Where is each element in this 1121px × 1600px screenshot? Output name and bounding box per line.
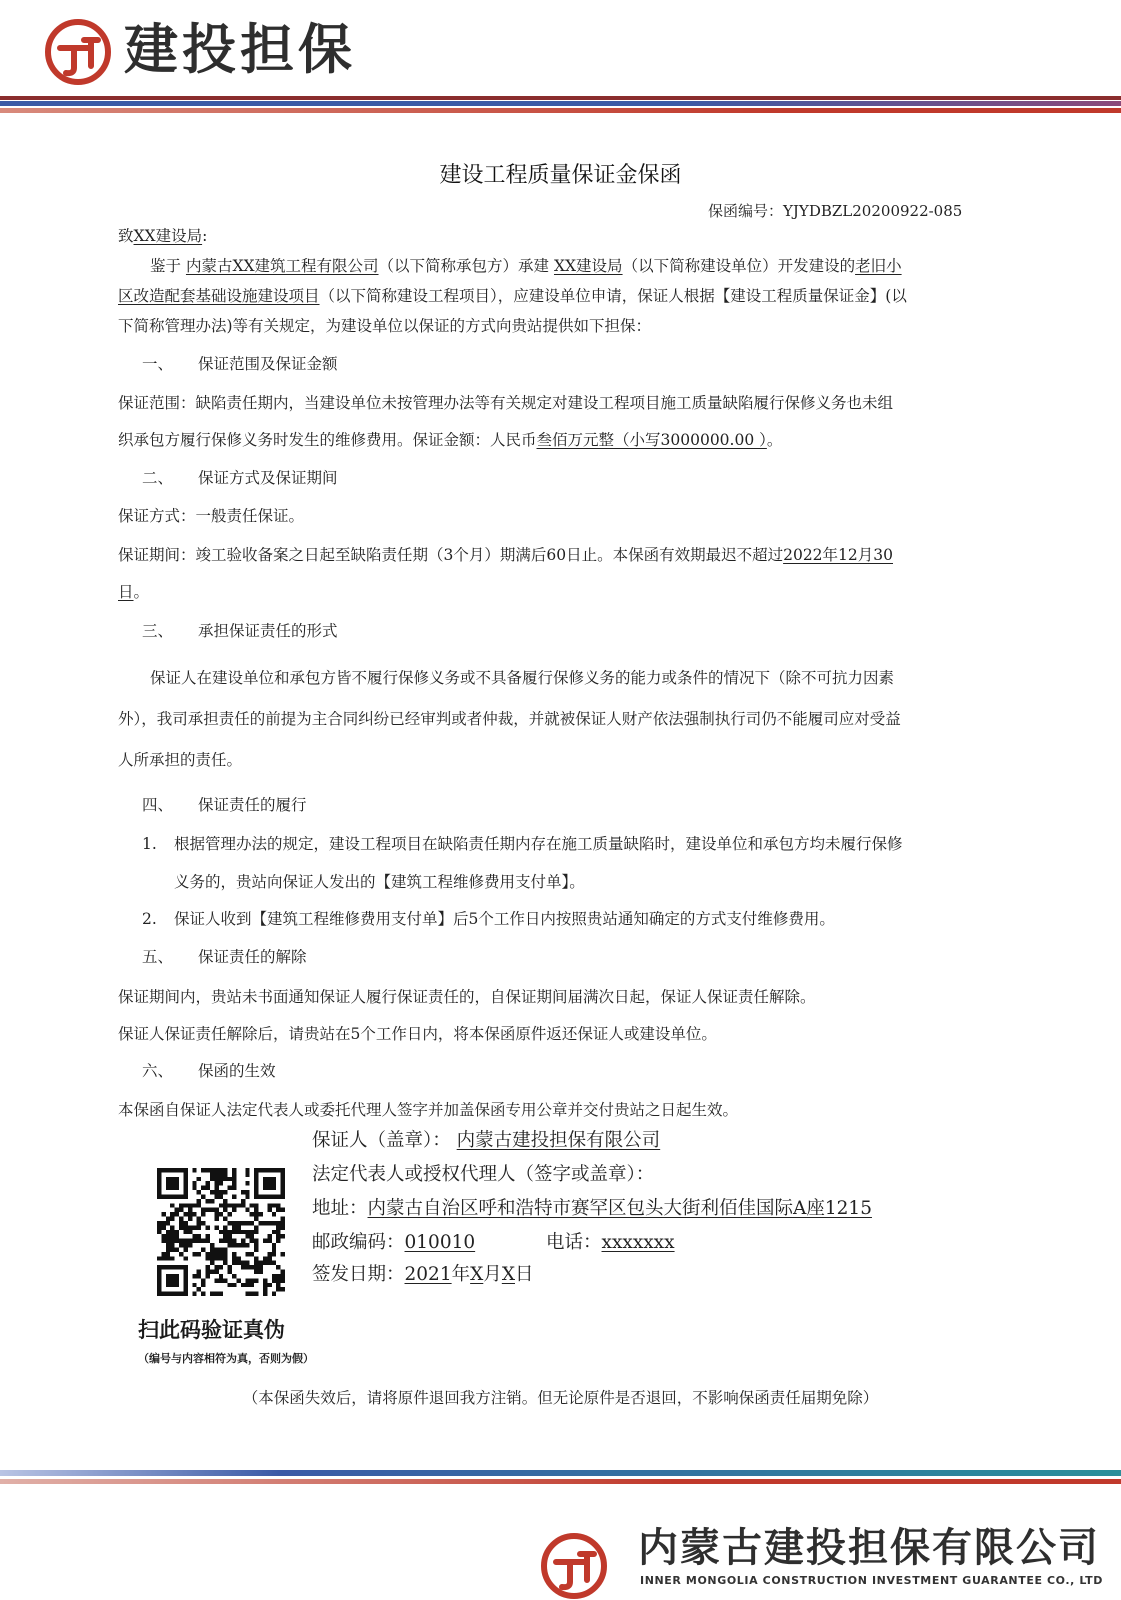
scope-line-2 — [118, 428, 782, 452]
liability-line-3: 人所承担的责任。 — [118, 751, 243, 769]
section-number: 六、 — [142, 1062, 174, 1080]
date-month: X — [470, 1264, 484, 1285]
performance-item-2 — [142, 907, 835, 931]
expiry-date: 2022年12月30 — [783, 546, 893, 564]
footer-stripe-red — [0, 1479, 1121, 1484]
address-value: 内蒙古自治区呼和浩特市赛罕区包头大街利佰佳国际A座1215 — [367, 1198, 872, 1219]
postcode-label: 邮政编码： — [312, 1232, 405, 1253]
address-label: 地址： — [312, 1198, 368, 1219]
section-heading — [142, 793, 307, 815]
guarantee-method: 保证方式：一般责任保证。 — [118, 507, 305, 525]
item-text: 保证人收到【建筑工程维修费用支付单】后5个工作日内按照贵站通知确定的方式支付维修费用。 — [174, 910, 835, 928]
section-title: 保证范围及保证金额 — [198, 355, 338, 373]
guarantee-number — [708, 200, 962, 221]
footer-company-name-en: INNER MONGOLIA CONSTRUCTION INVESTMENT GUARANTEE CO., LTD — [640, 1574, 1103, 1587]
guarantor-line — [312, 1128, 660, 1154]
item-number: 1. — [142, 835, 157, 853]
section-heading — [142, 466, 338, 488]
intro-text: （以下简称建设单位）开发建设的 — [622, 257, 856, 275]
footer-stripe-blue — [0, 1470, 1121, 1476]
section-number: 三、 — [142, 622, 174, 640]
footer-company-name: 内蒙古建投担保有限公司 — [638, 1525, 1100, 1571]
section-number: 二、 — [142, 469, 174, 487]
postcode-value: 010010 — [404, 1232, 476, 1253]
date-unit: 日 — [514, 1264, 534, 1285]
contractor-name: 内蒙古XX建筑工程有限公司 — [185, 257, 379, 275]
guarantee-period-line-2 — [118, 580, 149, 604]
expiry-date: 日 — [118, 583, 134, 601]
guarantee-amount: 叁佰万元整（小写3000000.00 ） — [536, 431, 767, 449]
liability-line-2: 外），我司承担责任的前提为主合同纠纷已经审判或者仲裁，并就被保证人财产依法强制执行司仍不能履司应对受益 — [118, 710, 901, 728]
phone-value: xxxxxxx — [601, 1232, 675, 1253]
qr-caption: 扫此码验证真伪 — [138, 1318, 285, 1342]
address-line — [312, 1196, 872, 1222]
addressee: XX建设局 — [133, 227, 203, 245]
release-line-2: 保证人保证责任解除后，请贵站在5个工作日内，将本保函原件返还保证人或建设单位。 — [118, 1025, 717, 1043]
scope-line-1: 保证范围：缺陷责任期内，当建设单位未按管理办法等有关规定对建设工程项目施工质量缺陷履行保修义务也未组 — [118, 394, 894, 412]
return-original-note: （本保函失效后，请将原件退回我方注销。但无论原件是否退回，不影响保函责任届期免除） — [242, 1389, 879, 1407]
guarantee-period-line-1 — [118, 543, 893, 567]
document-title: 建设工程质量保证金保函 — [439, 163, 682, 188]
section-title: 承担保证责任的形式 — [198, 622, 338, 640]
section-number: 四、 — [142, 796, 174, 814]
date-day: X — [501, 1264, 515, 1285]
section-number: 五、 — [142, 948, 174, 966]
item-number: 2. — [142, 910, 157, 928]
company-logo-icon — [44, 18, 112, 86]
section-heading — [142, 619, 338, 641]
intro-line-2 — [118, 284, 907, 308]
intro-line-3: 下简称管理办法)等有关规定，为建设单位以保证的方式向贵站提供如下担保： — [118, 317, 652, 335]
addressee-prefix: 致 — [118, 227, 134, 245]
period-text: 保证期间：竣工验收备案之日起至缺陷责任期（3个月）期满后60日止。本保函有效期最迟不超过 — [118, 546, 784, 564]
liability-line-1: 保证人在建设单位和承包方皆不履行保修义务或不具备履行保修义务的能力或条件的情况下（除不可抗力因素 — [150, 669, 895, 687]
date-unit: 月 — [483, 1264, 502, 1285]
intro-text: 鉴于 — [150, 257, 182, 275]
postcode-line — [312, 1230, 493, 1256]
section-title: 保函的生效 — [198, 1062, 276, 1080]
phone-label: 电话： — [546, 1232, 602, 1253]
item-text: 根据管理办法的规定，建设工程项目在缺陷责任期内存在施工质量缺陷时，建设单位和承包方均未履行保修 — [174, 835, 903, 853]
date-year: 2021 — [404, 1264, 452, 1285]
guarantor-label: 保证人（盖章）： — [312, 1130, 451, 1151]
scope-text: 。 — [766, 431, 783, 449]
date-unit: 年 — [451, 1264, 471, 1285]
scope-text: 织承包方履行保修义务时发生的维修费用。保证金额：人民币 — [118, 431, 537, 449]
section-number: 一、 — [142, 355, 174, 373]
header-stripe-blue — [0, 101, 1121, 106]
release-line-1: 保证期间内，贵站未书面通知保证人履行保证责任的，自保证期间届满次日起，保证人保证责任解除。 — [118, 988, 816, 1006]
company-logo-icon — [540, 1532, 608, 1600]
intro-text: （以下简称建设工程项目），应建设单位申请，保证人根据【建设工程质量保证金】(以 — [319, 287, 907, 305]
issue-date-line — [312, 1262, 534, 1288]
addressee-suffix: : — [202, 227, 208, 245]
intro-line-1 — [150, 254, 902, 278]
section-heading — [142, 1059, 276, 1081]
owner-name: XX建设局 — [553, 257, 623, 275]
representative-line: 法定代表人或授权代理人（签字或盖章）： — [312, 1164, 655, 1185]
project-name: 区改造配套基础设施建设项目 — [118, 287, 320, 305]
guarantee-number-value: YJYDBZL20200922-085 — [783, 202, 963, 220]
verification-qr-code[interactable] — [157, 1168, 285, 1296]
addressee-line — [118, 224, 207, 248]
period-text: 。 — [133, 583, 150, 601]
section-heading — [142, 945, 307, 967]
project-name: 老旧小 — [855, 257, 902, 275]
intro-text: （以下简称承包方）承建 — [378, 257, 550, 275]
section-title: 保证责任的解除 — [198, 948, 307, 966]
section-heading — [142, 352, 338, 374]
header-stripe-red — [0, 108, 1121, 113]
guarantor-name: 内蒙古建投担保有限公司 — [456, 1130, 661, 1151]
section-title: 保证方式及保证期间 — [198, 469, 338, 487]
qr-note: （编号与内容相符为真，否则为假） — [138, 1352, 314, 1365]
header-stripe-dark — [0, 96, 1121, 100]
phone-line — [546, 1230, 675, 1256]
brand-name: 建投担保 — [124, 18, 356, 81]
section-title: 保证责任的履行 — [198, 796, 307, 814]
performance-item-1-line-2: 义务的，贵站向保证人发出的【建筑工程维修费用支付单】。 — [174, 873, 585, 891]
guarantee-number-label: 保函编号： — [708, 202, 784, 220]
performance-item-1-line-1 — [142, 832, 903, 856]
effectiveness-line: 本保函自保证人法定代表人或委托代理人签字并加盖保函专用公章并交付贵站之日起生效。 — [118, 1101, 739, 1119]
date-label: 签发日期： — [312, 1264, 405, 1285]
